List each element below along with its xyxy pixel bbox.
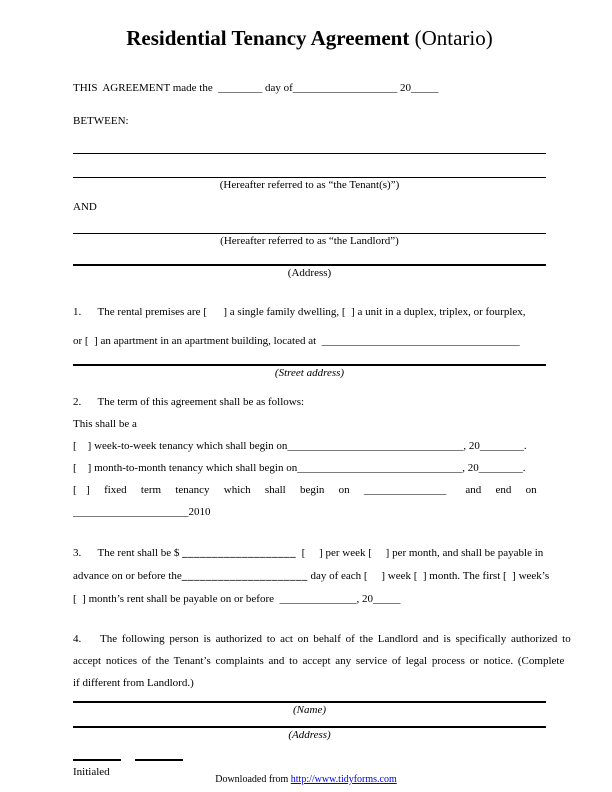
- tenant-caption: (Hereafter referred to as “the Tenant(s)”): [219, 179, 400, 191]
- section2-heading: 2. The term of this agreement shall be as follows:: [73, 396, 305, 408]
- rent-amount-prefix: 3. The rent shall be $: [73, 547, 183, 559]
- section3: [73, 542, 550, 611]
- address-caption: (Address): [287, 267, 332, 279]
- initial-line-1: [73, 759, 121, 761]
- rent-day-blank: _____________________: [181, 570, 308, 582]
- tidyforms-link[interactable]: http://www.tidyforms.com: [290, 774, 397, 785]
- tenant-name-line-1: [73, 153, 546, 154]
- and-label: AND: [73, 201, 97, 213]
- landlord-caption: (Hereafter referred to as “the Landlord”): [220, 235, 399, 247]
- initial-line-2: [135, 759, 183, 761]
- rent-day-suffix: day of each [ ] week [ ] month. The first [ ] week’s: [307, 570, 550, 582]
- section2-intro: This shall be a: [73, 418, 137, 430]
- section3-line3: [ ] month’s rent shall be payable on or before ______________, 20_____: [73, 593, 401, 605]
- page-footer: [0, 773, 612, 786]
- agent-address-caption: (Address): [288, 729, 331, 741]
- fixed-term-option-line1: [ ] fixed term tenancy which shall begin on _______________ and end on: [73, 484, 537, 496]
- section1-line1: 1. The rental premises are [ ] a single family dwelling, [ ] a unit in a duplex, triplex, or fourplex,: [73, 306, 526, 318]
- section4-line2: accept notices of the Tenant’s complaints and to accept any service of legal process or notice. (Complete: [73, 655, 565, 667]
- initialed-label: Initialed: [73, 766, 110, 778]
- week-to-week-option: [ ] week-to-week tenancy which shall begin on________________________________, 20________.: [73, 440, 527, 452]
- document-content: [0, 26, 612, 780]
- section4: [73, 628, 571, 694]
- downloaded-from-text: Downloaded from: [215, 774, 291, 785]
- section4-line3: if different from Landlord.): [73, 677, 194, 689]
- between-label: BETWEEN:: [73, 115, 129, 127]
- title-region: (Ontario): [409, 26, 493, 50]
- agent-name-caption: (Name): [293, 704, 326, 716]
- rent-amount-blank: ___________________: [182, 547, 297, 559]
- initials-row: [73, 759, 546, 761]
- month-to-month-option: [ ] month-to-month tenancy which shall begin on______________________________, 20________.: [73, 462, 526, 474]
- section3-line1: [73, 542, 546, 565]
- section2: [73, 391, 546, 523]
- section1-line2: or [ ] an apartment in an apartment building, located at ____________________________________: [73, 335, 520, 347]
- fixed-term-option-line2: _____________________2010: [73, 506, 211, 518]
- section4-line1: 4. The following person is authorized to act on behalf of the Landlord and is specifically authorized to: [73, 633, 571, 645]
- agreement-date-line: THIS AGREEMENT made the ________ day of___________________ 20_____: [73, 82, 439, 94]
- rent-day-prefix: advance on or before the: [73, 570, 182, 582]
- section3-line2: [73, 565, 550, 588]
- street-address-caption: (Street address): [274, 367, 345, 379]
- document-title: [73, 26, 546, 50]
- rent-amount-suffix: [ ] per week [ ] per month, and shall be payable in: [296, 547, 544, 559]
- title-main: Residential Tenancy Agreement: [126, 26, 410, 50]
